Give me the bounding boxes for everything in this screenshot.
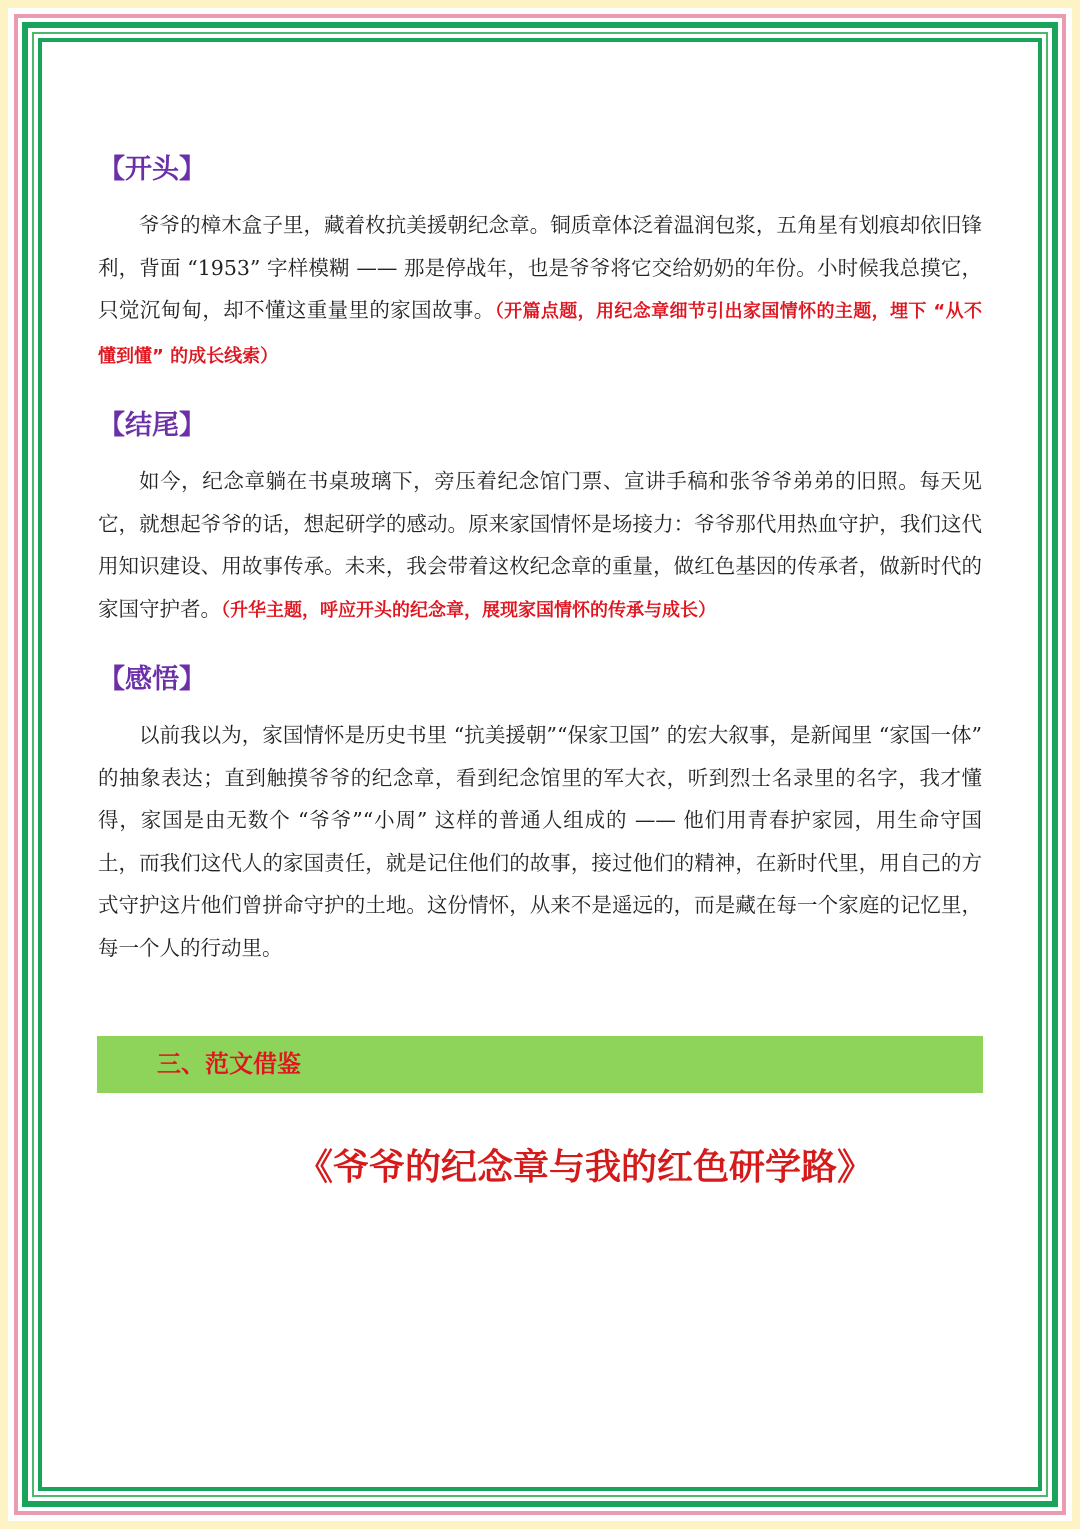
paragraph-text: 爷爷的樟木盒子里，藏着枚抗美援朝纪念章。铜质章体泛着温润包浆，五角星有划痕却依旧锋利，背面 “1953” 字样模糊 —— 那是停战年，也是爷爷将它交给奶奶的年份。小时候我总摸它，只觉沉甸甸，却不懂这重量里的家国故事。: [98, 213, 982, 322]
section-banner: [97, 1036, 983, 1093]
essay-title: 《爷爷的纪念章与我的红色研学路》: [296, 1147, 873, 1188]
section-heading: 【开头】: [98, 154, 206, 185]
section-heading: 【结尾】: [98, 410, 206, 441]
section-heading: 【感悟】: [98, 664, 206, 695]
section-paragraph: [98, 460, 982, 632]
annotation-note: （开篇点题，用纪念章细节引出家国情怀的主题，埋下 “从不懂到懂” 的成长线索）: [98, 301, 982, 367]
document-body: [98, 150, 982, 969]
paragraph-text: 以前我以为，家国情怀是历史书里 “抗美援朝”“保家卫国” 的宏大叙事，是新闻里 “家国一体” 的抽象表达；直到触摸爷爷的纪念章，看到纪念馆里的军大衣，听到烈士名录里的名字，我才懂得，家国是由无数个 “爷爷”“小周” 这样的普通人组成的 —— 他们用青春护家园，用生命守国土，而我们这代人的家国责任，就是记住他们的故事，接过他们的精神，在新时代里，用自己的方式守护这片他们曾拼命守护的土地。这份情怀，从来不是遥远的，而是藏在每一个家庭的记忆里，每一个人的行动里。: [98, 723, 982, 960]
section-ending: [98, 406, 982, 632]
section-opening: [98, 150, 982, 378]
section-paragraph: [98, 204, 982, 378]
annotation-note: （升华主题，呼应开头的纪念章，展现家国情怀的传承与成长）: [221, 599, 716, 621]
section-reflection: [98, 660, 982, 969]
paragraph-text: 如今，纪念章躺在书桌玻璃下，旁压着纪念馆门票、宣讲手稿和张爷爷弟弟的旧照。每天见它，就想起爷爷的话，想起研学的感动。原来家国情怀是场接力：爷爷那代用热血守护，我们这代用知识建设、用故事传承。未来，我会带着这枚纪念章的重量，做红色基因的传承者，做新时代的家国守护者。: [98, 469, 982, 621]
banner-label: 三、范文借鉴: [157, 1050, 301, 1078]
section-paragraph: [98, 714, 982, 969]
